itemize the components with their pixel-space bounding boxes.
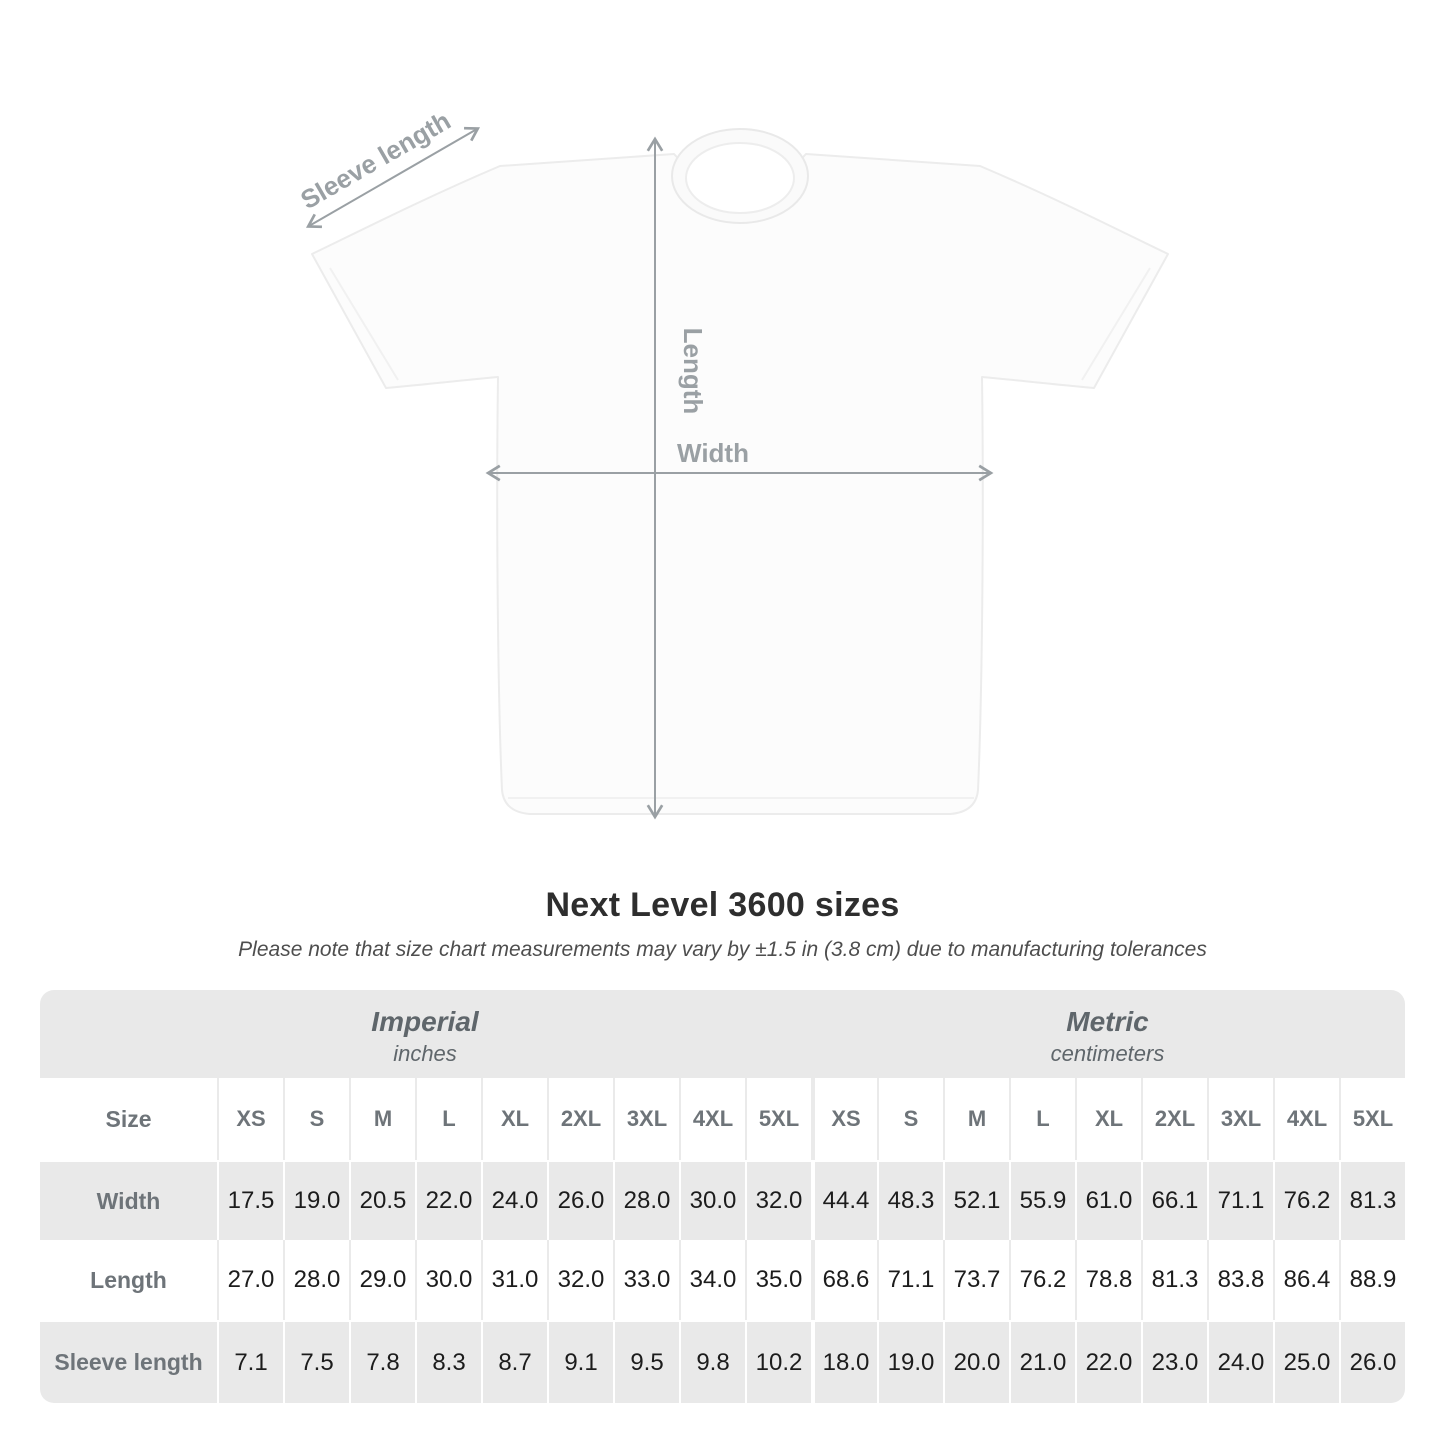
value-cell-imperial: 30.0 — [415, 1240, 481, 1320]
value-cell-imperial: 9.5 — [613, 1320, 679, 1403]
size-col-header-metric: 2XL — [1141, 1078, 1207, 1160]
value-cell-imperial: 19.0 — [283, 1160, 349, 1240]
value-cell-imperial: 35.0 — [745, 1240, 811, 1320]
size-col-header-imperial: 4XL — [679, 1078, 745, 1160]
size-col-header-imperial: S — [283, 1078, 349, 1160]
width-label: Width — [677, 438, 749, 468]
size-table — [40, 990, 1405, 1403]
value-cell-imperial: 7.5 — [283, 1320, 349, 1403]
value-cell-imperial: 27.0 — [217, 1240, 283, 1320]
sleeve-length-label: Sleeve length — [295, 105, 456, 216]
tshirt-graphic — [312, 129, 1168, 814]
value-cell-imperial: 7.8 — [349, 1320, 415, 1403]
value-cell-metric: 66.1 — [1141, 1160, 1207, 1240]
size-col-header-imperial: 2XL — [547, 1078, 613, 1160]
value-cell-metric: 68.6 — [811, 1240, 877, 1320]
value-cell-imperial: 28.0 — [283, 1240, 349, 1320]
row-label: Sleeve length — [40, 1320, 217, 1403]
value-cell-metric: 48.3 — [877, 1160, 943, 1240]
value-cell-metric: 25.0 — [1273, 1320, 1339, 1403]
size-col-header-imperial: XL — [481, 1078, 547, 1160]
value-cell-imperial: 29.0 — [349, 1240, 415, 1320]
metric-unit: centimeters — [1050, 1040, 1165, 1066]
row-label: Length — [40, 1240, 217, 1320]
size-col-header-metric: S — [877, 1078, 943, 1160]
collar-inner — [686, 143, 794, 213]
size-table-grid — [40, 1078, 1405, 1403]
size-col-header-metric: 3XL — [1207, 1078, 1273, 1160]
value-cell-metric: 76.2 — [1009, 1240, 1075, 1320]
value-cell-metric: 18.0 — [811, 1320, 877, 1403]
size-col-header-imperial: XS — [217, 1078, 283, 1160]
value-cell-metric: 44.4 — [811, 1160, 877, 1240]
value-cell-metric: 52.1 — [943, 1160, 1009, 1240]
value-cell-metric: 21.0 — [1009, 1320, 1075, 1403]
value-cell-metric: 88.9 — [1339, 1240, 1405, 1320]
value-cell-metric: 19.0 — [877, 1320, 943, 1403]
value-cell-metric: 78.8 — [1075, 1240, 1141, 1320]
value-cell-imperial: 24.0 — [481, 1160, 547, 1240]
value-cell-imperial: 32.0 — [547, 1240, 613, 1320]
value-cell-imperial: 22.0 — [415, 1160, 481, 1240]
value-cell-imperial: 31.0 — [481, 1240, 547, 1320]
size-col-header-metric: XL — [1075, 1078, 1141, 1160]
tolerance-note: Please note that size chart measurements may vary by ±1.5 in (3.8 cm) due to manufacturing tolerances — [238, 938, 1207, 961]
value-cell-imperial: 26.0 — [547, 1160, 613, 1240]
metric-section-header — [810, 990, 1405, 1078]
metric-title: Metric — [1066, 1005, 1149, 1037]
imperial-title: Imperial — [371, 1005, 479, 1037]
value-cell-metric: 55.9 — [1009, 1160, 1075, 1240]
value-cell-imperial: 8.3 — [415, 1320, 481, 1403]
value-cell-metric: 83.8 — [1207, 1240, 1273, 1320]
value-cell-metric: 26.0 — [1339, 1320, 1405, 1403]
size-row-header: Size — [40, 1078, 217, 1160]
row-label: Width — [40, 1160, 217, 1240]
table-header-band — [40, 990, 1405, 1078]
size-col-header-metric: XS — [811, 1078, 877, 1160]
length-label: Length — [678, 327, 708, 415]
size-col-header-imperial: M — [349, 1078, 415, 1160]
value-cell-metric: 86.4 — [1273, 1240, 1339, 1320]
value-cell-metric: 81.3 — [1339, 1160, 1405, 1240]
value-cell-imperial: 7.1 — [217, 1320, 283, 1403]
value-cell-metric: 22.0 — [1075, 1320, 1141, 1403]
value-cell-imperial: 9.8 — [679, 1320, 745, 1403]
value-cell-metric: 24.0 — [1207, 1320, 1273, 1403]
value-cell-imperial: 30.0 — [679, 1160, 745, 1240]
value-cell-imperial: 20.5 — [349, 1160, 415, 1240]
value-cell-metric: 81.3 — [1141, 1240, 1207, 1320]
value-cell-metric: 71.1 — [1207, 1160, 1273, 1240]
value-cell-metric: 73.7 — [943, 1240, 1009, 1320]
size-col-header-imperial: 5XL — [745, 1078, 811, 1160]
value-cell-metric: 71.1 — [877, 1240, 943, 1320]
size-col-header-metric: M — [943, 1078, 1009, 1160]
page-title: Next Level 3600 sizes — [545, 886, 900, 924]
value-cell-imperial: 9.1 — [547, 1320, 613, 1403]
value-cell-imperial: 17.5 — [217, 1160, 283, 1240]
value-cell-imperial: 32.0 — [745, 1160, 811, 1240]
value-cell-imperial: 28.0 — [613, 1160, 679, 1240]
size-col-header-metric: 5XL — [1339, 1078, 1405, 1160]
value-cell-metric: 61.0 — [1075, 1160, 1141, 1240]
size-col-header-metric: 4XL — [1273, 1078, 1339, 1160]
size-col-header-metric: L — [1009, 1078, 1075, 1160]
value-cell-imperial: 8.7 — [481, 1320, 547, 1403]
size-col-header-imperial: L — [415, 1078, 481, 1160]
value-cell-metric: 23.0 — [1141, 1320, 1207, 1403]
value-cell-imperial: 10.2 — [745, 1320, 811, 1403]
imperial-unit: inches — [393, 1040, 457, 1066]
value-cell-imperial: 33.0 — [613, 1240, 679, 1320]
value-cell-metric: 20.0 — [943, 1320, 1009, 1403]
value-cell-metric: 76.2 — [1273, 1160, 1339, 1240]
value-cell-imperial: 34.0 — [679, 1240, 745, 1320]
imperial-section-header — [40, 990, 810, 1078]
size-col-header-imperial: 3XL — [613, 1078, 679, 1160]
